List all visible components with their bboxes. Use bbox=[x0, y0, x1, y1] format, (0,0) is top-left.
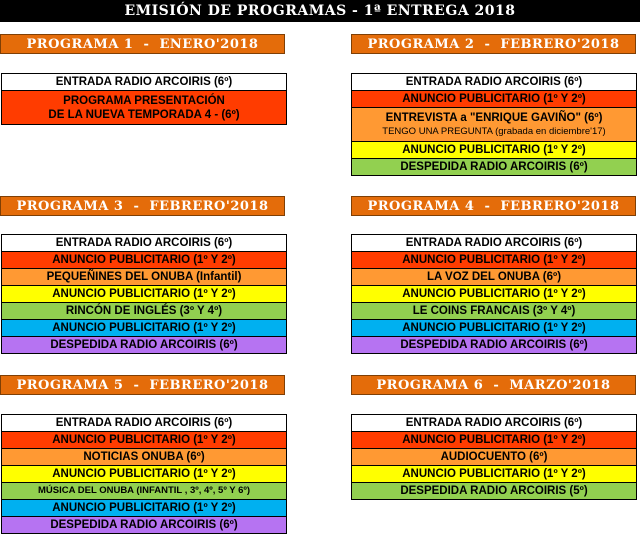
row-text: DESPEDIDA RADIO ARCOIRIS (6º) bbox=[400, 339, 588, 351]
row-text: ANUNCIO PUBLICITARIO (1º Y 2º) bbox=[402, 468, 586, 480]
program-row bbox=[352, 320, 636, 337]
program-row bbox=[2, 337, 286, 354]
program-2-table bbox=[351, 73, 637, 176]
program-row bbox=[352, 286, 636, 303]
program-row bbox=[352, 449, 636, 466]
program-row bbox=[352, 108, 636, 142]
program-row bbox=[2, 432, 286, 449]
program-row bbox=[2, 303, 286, 320]
program-3-table bbox=[1, 234, 287, 354]
row-text: ANUNCIO PUBLICITARIO (1º Y 2º) bbox=[402, 254, 586, 266]
row-text: PEQUEÑINES DEL ONUBA (Infantil) bbox=[46, 271, 242, 283]
program-3-header: PROGRAMA 3 - FEBRERO'2018 bbox=[0, 196, 285, 216]
row-text: ENTRADA RADIO ARCOIRIS (6º) bbox=[405, 237, 583, 249]
row-text: ANUNCIO PUBLICITARIO (1º Y 2º) bbox=[402, 288, 586, 300]
row-text: ENTRADA RADIO ARCOIRIS (6º) bbox=[405, 76, 583, 88]
row-text: AUDIOCUENTO (6º) bbox=[440, 451, 548, 463]
program-5-header: PROGRAMA 5 - FEBRERO'2018 bbox=[0, 375, 285, 395]
program-5-table bbox=[1, 414, 287, 534]
row-text: ANUNCIO PUBLICITARIO (1º Y 2º) bbox=[52, 254, 236, 266]
program-row bbox=[2, 449, 286, 466]
row-text: ENTRADA RADIO ARCOIRIS (6º) bbox=[405, 417, 583, 429]
row-text: ENTRADA RADIO ARCOIRIS (6º) bbox=[55, 76, 233, 88]
program-1-table bbox=[1, 73, 287, 125]
row-text: DESPEDIDA RADIO ARCOIRIS (6º) bbox=[50, 339, 238, 351]
row-text: RINCÓN DE INGLÉS (3º Y 4º) bbox=[65, 305, 223, 317]
program-row bbox=[352, 142, 636, 159]
page-title: EMISIÓN DE PROGRAMAS - 1ª ENTREGA 2018 bbox=[0, 0, 640, 22]
program-row bbox=[352, 269, 636, 286]
program-row bbox=[352, 159, 636, 176]
row-text: ANUNCIO PUBLICITARIO (1º Y 2º) bbox=[52, 434, 236, 446]
program-row bbox=[352, 91, 636, 108]
row-text: ANUNCIO PUBLICITARIO (1º Y 2º) bbox=[402, 322, 586, 334]
program-row bbox=[352, 235, 636, 252]
program-row bbox=[352, 252, 636, 269]
row-text: LE COINS FRANCAIS (3º Y 4º) bbox=[412, 305, 576, 317]
row-text: NOTICIAS ONUBA (6º) bbox=[83, 451, 205, 463]
program-row bbox=[352, 303, 636, 320]
program-row bbox=[2, 466, 286, 483]
program-row bbox=[2, 235, 286, 252]
row-text: ANUNCIO PUBLICITARIO (1º Y 2º) bbox=[52, 322, 236, 334]
program-1-header: PROGRAMA 1 - ENERO'2018 bbox=[0, 34, 285, 54]
row-text: DESPEDIDA RADIO ARCOIRIS (6º) bbox=[50, 519, 238, 531]
program-row bbox=[2, 269, 286, 286]
row-text: DESPEDIDA RADIO ARCOIRIS (6º) bbox=[400, 161, 588, 173]
row-text: DESPEDIDA RADIO ARCOIRIS (5º) bbox=[400, 485, 588, 497]
row-text: ANUNCIO PUBLICITARIO (1º Y 2º) bbox=[52, 288, 236, 300]
program-4-table bbox=[351, 234, 637, 354]
program-row bbox=[2, 517, 286, 534]
row-text: ANUNCIO PUBLICITARIO (1º Y 2º) bbox=[402, 93, 586, 105]
program-6-header: PROGRAMA 6 - MARZO'2018 bbox=[351, 375, 636, 395]
program-row bbox=[352, 337, 636, 354]
row-text: MÚSICA DEL ONUBA (INFANTIL , 3º, 4º, 5º Y 6º) bbox=[37, 485, 250, 496]
program-row bbox=[352, 483, 636, 500]
program-row bbox=[352, 432, 636, 449]
row-text: ANUNCIO PUBLICITARIO (1º Y 2º) bbox=[402, 144, 586, 156]
row-text-line-2: DE LA NUEVA TEMPORADA 4 - (6º) bbox=[48, 108, 240, 121]
program-row bbox=[352, 466, 636, 483]
row-text: ANUNCIO PUBLICITARIO (1º Y 2º) bbox=[52, 468, 236, 480]
program-row bbox=[2, 320, 286, 337]
program-4-header: PROGRAMA 4 - FEBRERO'2018 bbox=[351, 196, 636, 216]
row-text: ANUNCIO PUBLICITARIO (1º Y 2º) bbox=[402, 434, 586, 446]
row-text: ENTRADA RADIO ARCOIRIS (6º) bbox=[55, 417, 233, 429]
program-2-header: PROGRAMA 2 - FEBRERO'2018 bbox=[351, 34, 636, 54]
program-row bbox=[2, 483, 286, 500]
program-row bbox=[2, 500, 286, 517]
row-text-line-2: TENGO UNA PREGUNTA (grabada en diciembre'17) bbox=[382, 125, 606, 137]
program-6-table bbox=[351, 414, 637, 500]
program-row bbox=[2, 91, 286, 125]
program-row bbox=[352, 74, 636, 91]
program-row bbox=[352, 415, 636, 432]
row-text: LA VOZ DEL ONUBA (6º) bbox=[426, 271, 562, 283]
program-row bbox=[2, 415, 286, 432]
program-row bbox=[2, 252, 286, 269]
row-text-line-1: ENTREVISTA a "ENRIQUE GAVIÑO" (6º) bbox=[385, 111, 603, 124]
program-row bbox=[2, 286, 286, 303]
row-text: ENTRADA RADIO ARCOIRIS (6º) bbox=[55, 237, 233, 249]
row-text: ANUNCIO PUBLICITARIO (1º Y 2º) bbox=[52, 502, 236, 514]
row-text-line-1: PROGRAMA PRESENTACIÓN bbox=[63, 94, 225, 107]
program-row bbox=[2, 74, 286, 91]
